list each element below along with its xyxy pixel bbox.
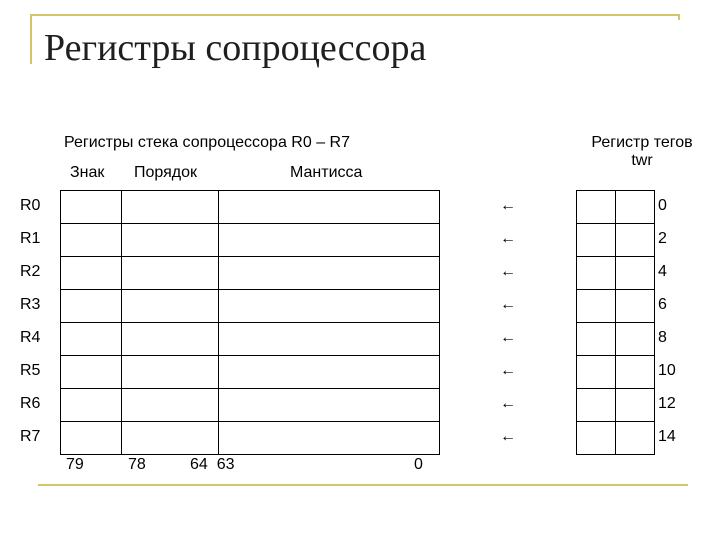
register-name: R5: [20, 362, 41, 379]
tag-cell-left: [576, 355, 616, 389]
register-name: R3: [20, 296, 41, 313]
sign-cell: [60, 388, 122, 422]
mantissa-cell: [218, 223, 440, 257]
mantissa-cell: [218, 190, 440, 224]
mantissa-cell: [218, 355, 440, 389]
tag-cell-left: [576, 256, 616, 290]
tag-bit-number: 14: [658, 428, 676, 445]
tag-bit-number: 4: [658, 263, 667, 280]
tag-cell-right: [615, 256, 655, 290]
exponent-cell: [121, 355, 219, 389]
mantissa-cell: [218, 421, 440, 455]
left-arrow-icon: ←: [500, 230, 516, 247]
tag-cell-right: [615, 322, 655, 356]
sign-cell: [60, 322, 122, 356]
sign-cell: [60, 256, 122, 290]
exponent-cell: [121, 256, 219, 290]
register-name: R6: [20, 395, 41, 412]
bit-number-0: 0: [414, 456, 423, 473]
left-arrow-icon: ←: [500, 263, 516, 280]
tag-cell-right: [615, 388, 655, 422]
sign-cell: [60, 289, 122, 323]
tag-register-caption: [582, 134, 702, 170]
mantissa-cell: [218, 388, 440, 422]
tag-bit-number: 10: [658, 362, 676, 379]
tag-cell-left: [576, 289, 616, 323]
mantissa-cell: [218, 322, 440, 356]
tag-bit-number: 0: [658, 197, 667, 214]
tag-cell-right: [615, 421, 655, 455]
exponent-cell: [121, 388, 219, 422]
register-name: R0: [20, 197, 41, 214]
register-name: R1: [20, 230, 41, 247]
exponent-cell: [121, 223, 219, 257]
tag-cell-left: [576, 388, 616, 422]
field-label-mantissa: Мантисса: [290, 164, 363, 181]
tag-caption-line2: twr: [631, 152, 653, 169]
left-arrow-icon: ←: [500, 197, 516, 214]
exponent-cell: [121, 289, 219, 323]
sign-cell: [60, 355, 122, 389]
register-name: R7: [20, 428, 41, 445]
tag-cell-right: [615, 355, 655, 389]
bit-number-64-63: 64 63: [190, 456, 235, 473]
left-arrow-icon: ←: [500, 362, 516, 379]
tag-caption-line1: Регистр тегов: [591, 134, 693, 151]
left-arrow-icon: ←: [500, 329, 516, 346]
tag-cell-right: [615, 289, 655, 323]
tag-cell-right: [615, 190, 655, 224]
frame-line-right-tick: [678, 14, 680, 20]
stack-caption: Регистры стека сопроцессора R0 – R7: [64, 134, 350, 151]
left-arrow-icon: ←: [500, 395, 516, 412]
sign-cell: [60, 190, 122, 224]
field-label-sign: Знак: [70, 164, 105, 181]
mantissa-cell: [218, 256, 440, 290]
tag-cell-left: [576, 322, 616, 356]
exponent-cell: [121, 190, 219, 224]
field-label-exponent: Порядок: [134, 164, 198, 181]
tag-bit-number: 12: [658, 395, 676, 412]
register-name: R4: [20, 329, 41, 346]
frame-line-top: [30, 14, 680, 16]
frame-line-left: [30, 14, 32, 64]
tag-cell-right: [615, 223, 655, 257]
sign-cell: [60, 421, 122, 455]
tag-cell-left: [576, 421, 616, 455]
tag-bit-number: 2: [658, 230, 667, 247]
left-arrow-icon: ←: [500, 296, 516, 313]
exponent-cell: [121, 322, 219, 356]
slide-title: Регистры сопроцессора: [44, 27, 427, 69]
bit-number-78: 78: [128, 456, 146, 473]
tag-cell-left: [576, 190, 616, 224]
sign-cell: [60, 223, 122, 257]
tag-bit-number: 6: [658, 296, 667, 313]
left-arrow-icon: ←: [500, 428, 516, 445]
tag-bit-number: 8: [658, 329, 667, 346]
register-name: R2: [20, 263, 41, 280]
frame-line-bottom: [38, 484, 688, 486]
bit-number-79: 79: [66, 456, 84, 473]
mantissa-cell: [218, 289, 440, 323]
exponent-cell: [121, 421, 219, 455]
tag-cell-left: [576, 223, 616, 257]
